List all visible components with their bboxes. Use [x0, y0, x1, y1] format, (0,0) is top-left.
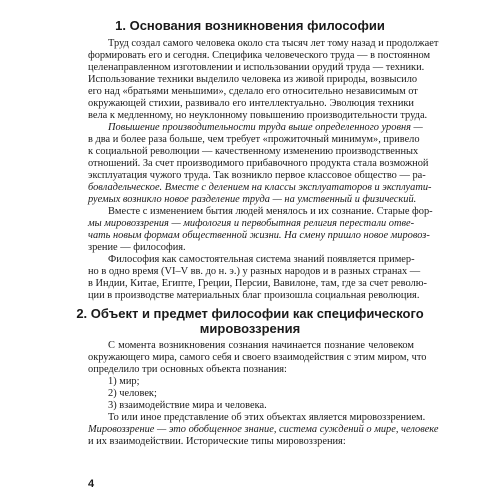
text-line: Мировоззрение — это обобщенное знание, система суждений о мире, человеке: [88, 424, 439, 435]
text-line: окружающего мира, самого себя и своего взаимодействия с этим миром, что: [88, 352, 427, 363]
text-line: мы мировоззрения — мифология и первобытная религия перестали отве-: [88, 218, 415, 229]
text-line: в два и более раза больше, чем требует «прожиточный минимум», привело: [88, 134, 420, 145]
text-line: чать новым формам общественной жизни. На смену пришло новое мировоз-: [88, 230, 430, 241]
numbered-item: 1) мир;: [108, 376, 140, 387]
numbered-item: 3) взаимодействие мира и человека.: [108, 400, 267, 411]
text-line: ции в производстве материальных благ произошла социальная революция.: [88, 290, 420, 301]
text-line: но в одно время (VI–V вв. до н. э.) у разных народов и в разных странах —: [88, 266, 421, 277]
text-line: Повышение производительности труда выше определенного уровня —: [108, 122, 423, 133]
text-line: формировать его и сегодня. Специфика человеческого труда — в постоянном: [88, 50, 431, 61]
text-line: в Индии, Китае, Египте, Греции, Персии, Вавилоне, там, где за счет револю-: [88, 278, 427, 289]
text-line: руемых возникло новое разделение труда — на умственный и физический.: [88, 194, 417, 205]
text-line: отношений. За счет производимого прибавочного продукта стала возможной: [88, 158, 429, 169]
text-line: определило три основных объекта познания:: [88, 364, 287, 375]
text-line: эксплуатация чужого труда. Так возникло первое классовое общество — ра-: [88, 170, 426, 181]
text-line: окружающей стихии, развивало его интеллектуально. Эволюция техники: [88, 98, 414, 109]
text-line: бовладельческое. Вместе с делением на классы эксплуататоров и эксплуати-: [88, 182, 432, 193]
text-line: вела к медленному, но неуклонному повышению производительности труда.: [88, 110, 428, 121]
text-line: Философия как самостоятельная система знаний появляется пример-: [108, 254, 415, 265]
section-2-heading: 2. Объект и предмет философии как специфического: [76, 306, 424, 321]
section-2-heading-cont: мировоззрения: [199, 321, 301, 336]
text-line: целенаправленном изготовлении и использовании орудий труда — техники.: [88, 62, 425, 73]
text-line: зрение — философия.: [88, 242, 186, 253]
text-line: Труд создал самого человека около ста тысяч лет тому назад и продолжает: [108, 38, 439, 49]
page-number: 4: [88, 478, 95, 490]
text-line: к социальной революции — качественному изменению производственных: [88, 146, 419, 157]
text-line: Использование техники выделило человека из живой природы, возвысило: [88, 74, 418, 85]
text-line: Вместе с изменением бытия людей менялось и их сознание. Старые фор-: [108, 206, 433, 217]
text-line: То или иное представление об этих объектах является мировоззрением.: [108, 412, 426, 423]
text-line: и их взаимодействии. Исторические типы мировоззрения:: [88, 436, 346, 447]
numbered-item: 2) человек;: [108, 388, 157, 399]
text-line: его над «братьями меньшими», сделало его относительно независимым от: [88, 86, 418, 97]
text-line: С момента возникновения сознания начинается познание человеком: [108, 340, 414, 351]
section-1-heading: 1. Основания возникновения философии: [115, 18, 385, 33]
